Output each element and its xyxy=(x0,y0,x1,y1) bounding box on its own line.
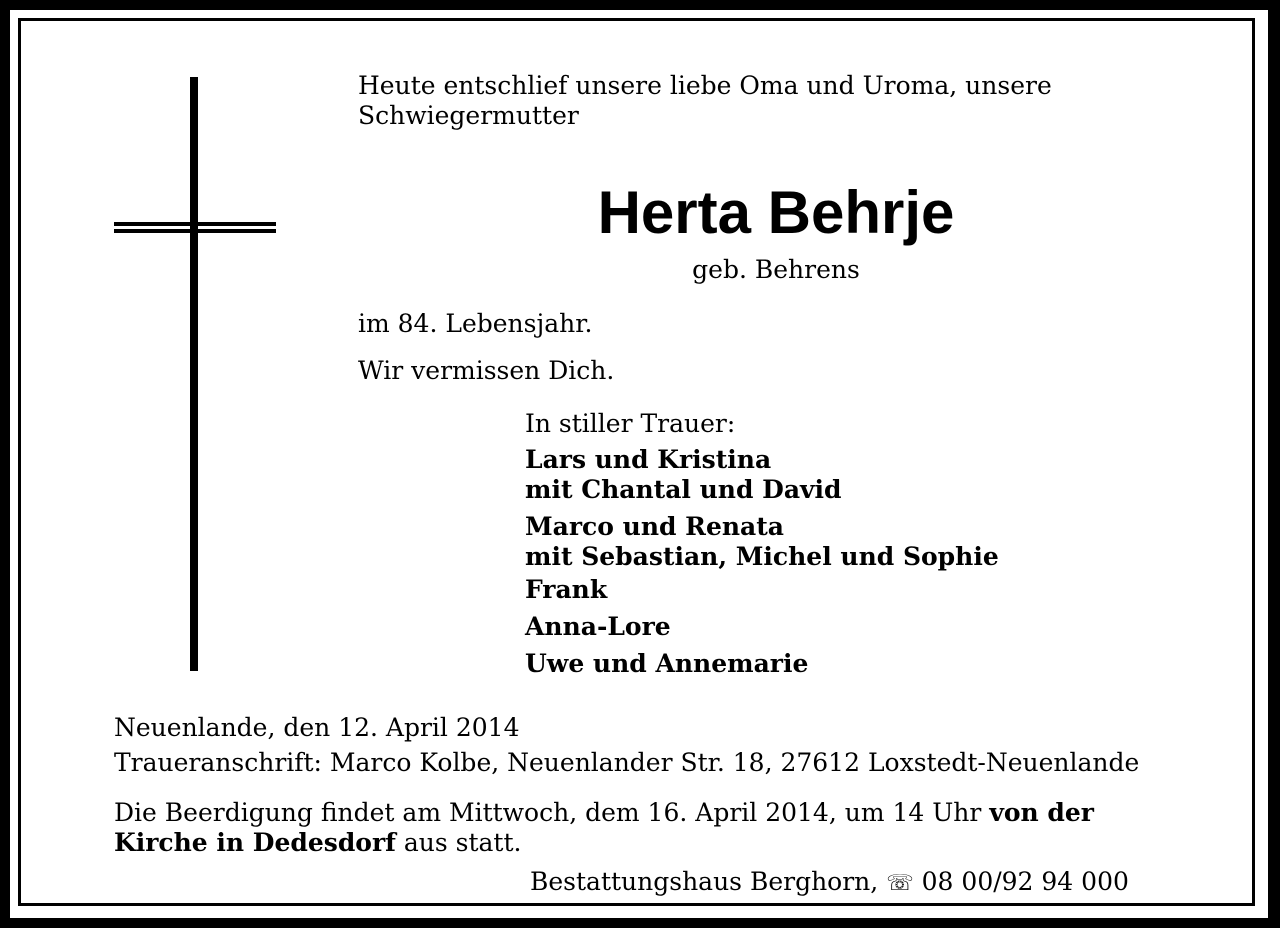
phone-number: 08 00/92 94 000 xyxy=(913,867,1129,896)
intro-line-2: Schwiegermutter xyxy=(358,101,579,130)
family-line: mit Chantal und David xyxy=(525,475,842,504)
family-line: Lars und Kristina xyxy=(525,445,772,474)
family-line: Uwe und Annemarie xyxy=(525,649,809,678)
undertaker-contact xyxy=(530,867,1129,899)
funeral-info-line-1 xyxy=(114,798,1094,828)
miss-text: Wir vermissen Dich. xyxy=(358,356,615,385)
place-date: Neuenlande, den 12. April 2014 xyxy=(114,713,520,742)
notice-frame xyxy=(18,18,1255,906)
intro-line-1: Heute entschlief unsere liebe Oma und Uroma, unsere xyxy=(358,71,1052,100)
cross-horizontal-beam-bottom xyxy=(114,229,276,233)
telephone-icon: ☏ xyxy=(886,871,914,896)
funeral-text-end: aus statt. xyxy=(395,828,522,857)
mourning-address: Traueranschrift: Marco Kolbe, Neuenlander Str. 18, 27612 Loxstedt-Neuenlande xyxy=(114,748,1140,777)
mourning-title: In stiller Trauer: xyxy=(525,409,736,438)
obituary-notice xyxy=(10,10,1268,918)
family-line: mit Sebastian, Michel und Sophie xyxy=(525,542,999,571)
deceased-name: Herta Behrje xyxy=(597,179,955,246)
funeral-text: Die Beerdigung findet am Mittwoch, dem 16. April 2014, um 14 Uhr xyxy=(114,798,990,827)
undertaker-name: Bestattungshaus Berghorn, xyxy=(530,867,887,896)
cross-vertical-beam xyxy=(190,77,198,671)
family-line: Anna-Lore xyxy=(525,612,671,641)
funeral-location-part-2: Kirche in Dedesdorf xyxy=(114,828,396,857)
cross-horizontal-beam-top xyxy=(114,222,276,226)
family-line: Marco und Renata xyxy=(525,512,784,541)
age-text: im 84. Lebensjahr. xyxy=(358,309,593,338)
birth-name: geb. Behrens xyxy=(692,255,860,284)
family-line: Frank xyxy=(525,575,608,604)
intro-text xyxy=(358,71,1052,131)
funeral-location-part-1: von der xyxy=(989,798,1094,827)
funeral-info-line-2 xyxy=(114,828,521,858)
